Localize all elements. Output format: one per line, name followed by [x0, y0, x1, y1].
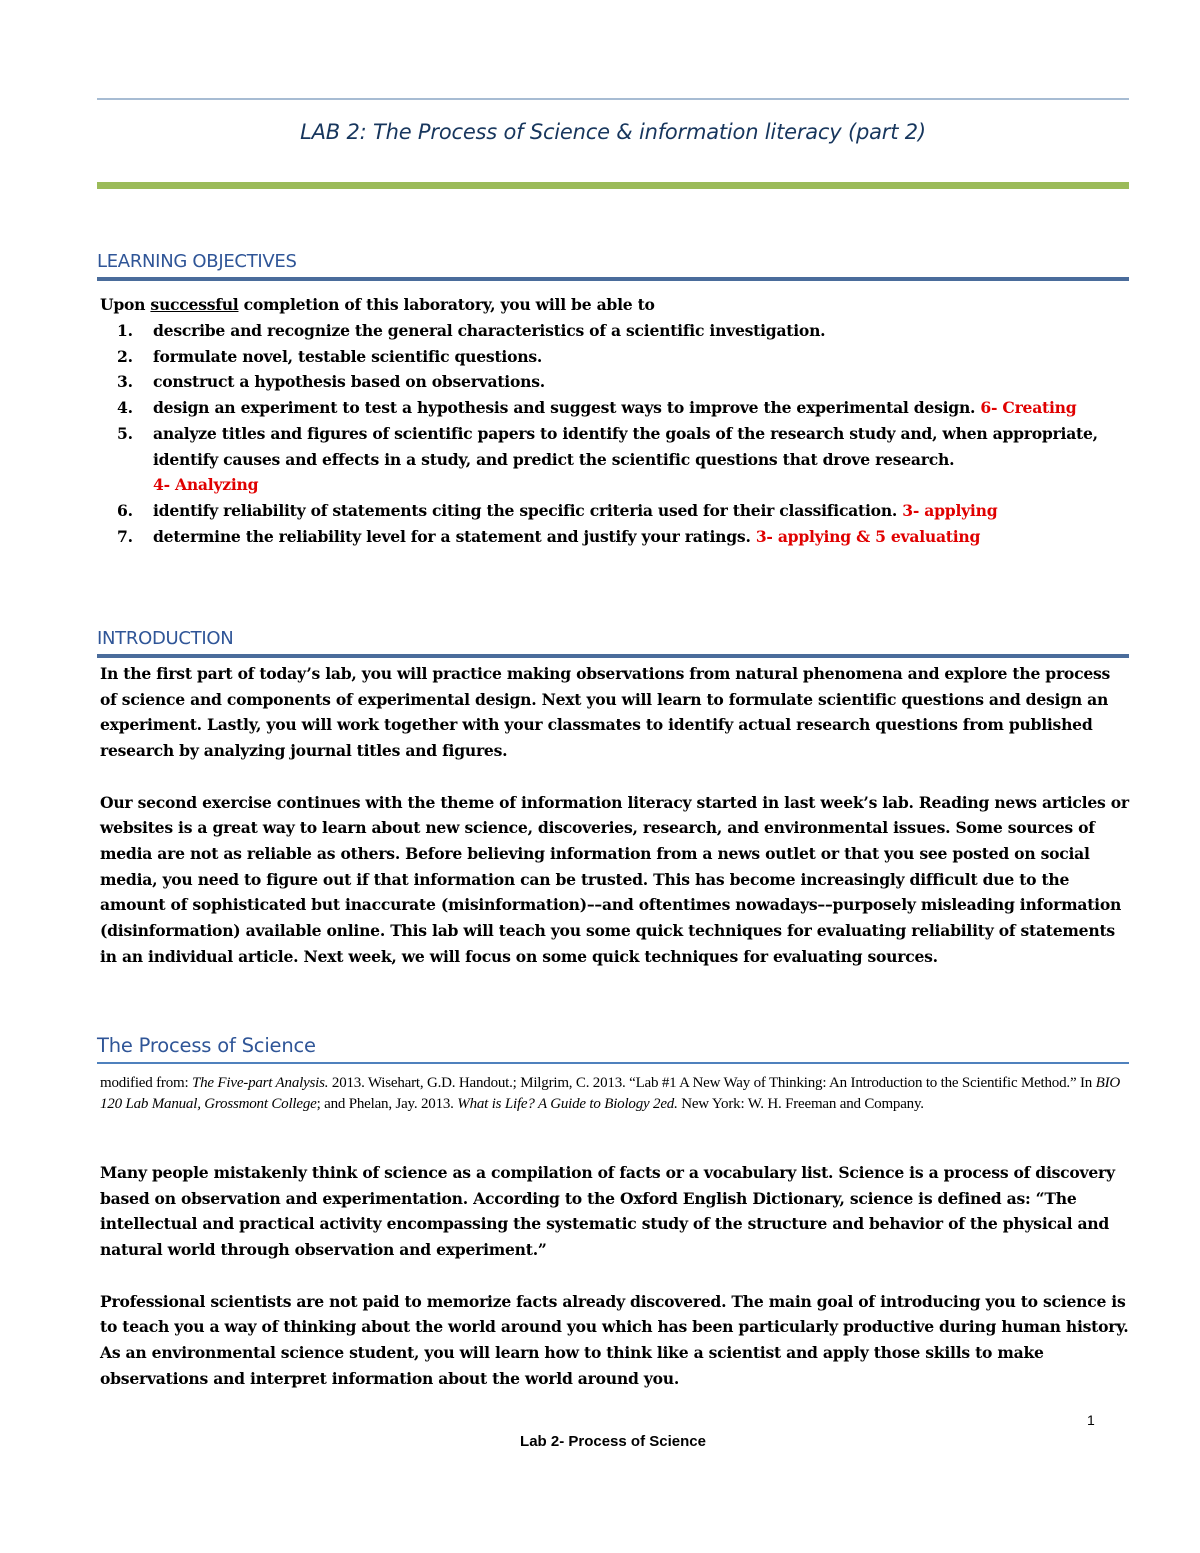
title-divider — [97, 182, 1129, 189]
page-footer: Lab 2- Process of Science — [520, 1433, 706, 1450]
citation: modified from: The Five-part Analysis. 2013. Wisehart, G.D. Handout.; Milgrim, C. 2013. “Lab #1 A New Way of Thinking: An Introduction to the Scientific Method.” In BIO 120 Lab Manual, Grossmont College; and Phelan, Jay. 2013. What is Life? A Guide to Biology 2ed. New York: W. H. Freeman and Company. — [100, 1075, 1121, 1112]
objectives-list — [100, 318, 1130, 549]
bloom-level: 3- applying & 5 evaluating — [755, 526, 981, 546]
page-number: 1 — [1087, 1412, 1095, 1428]
paragraph: In the first part of today’s lab, you will practice making observations from natural phenomena and explore the process of science and components of experimental design. Next you will learn to formulate scientific questions and design an experiment. Lastly, you will work together with your classmates to identify actual research questions from published research by analyzing journal titles and figures. — [100, 664, 1111, 761]
objective-item: 6. identify reliability of statements citing the specific criteria used for their classification. 3- applying — [117, 500, 998, 520]
learning-objectives-heading: LEARNING OBJECTIVES — [97, 251, 1129, 281]
document-title: LAB 2: The Process of Science & information literacy (part 2) — [300, 120, 926, 144]
header-rule — [97, 98, 1129, 100]
introduction-body — [100, 661, 1130, 969]
paragraph: Our second exercise continues with the theme of information literacy started in last week’s lab. Reading news articles or websites is a great way to learn about new science, discoveries, research, and environmental issues. Some sources of media are not as reliable as others. Before believing information from a news outlet or that you see posted on social media, you need to figure out if that information can be trusted. This has become increasingly difficult due to the amount of sophisticated but inaccurate (misinformation)––and oftentimes nowadays––purposely misleading information (disinformation) available online. This lab will teach you some quick techniques for evaluating reliability of statements in an individual article. Next week, we will focus on some quick techniques for evaluating sources. — [100, 792, 1129, 966]
process-of-science-heading: The Process of Science — [97, 1035, 1129, 1064]
objective-item: 1. describe and recognize the general characteristics of a scientific investigation. — [117, 321, 826, 340]
bloom-level: 6- Creating — [980, 398, 1077, 418]
paragraph: Many people mistakenly think of science as a compilation of facts or a vocabulary list. Science is a process of discovery based on observation and experimentation. According to the Oxford English Dictionary, science is defined as: “The intellectual and practical activity encompassing the systematic study of the structure and behavior of the physical and natural world through observation and experiment.” — [100, 1163, 1115, 1260]
underlined-word: successful — [150, 295, 239, 314]
objective-item: 2. formulate novel, testable scientific questions. — [117, 346, 543, 366]
bloom-level: 4- Analyzing — [153, 475, 259, 495]
objective-item: 3. construct a hypothesis based on observations. — [117, 372, 545, 392]
bloom-level: 3- applying — [902, 500, 998, 520]
paragraph: Professional scientists are not paid to memorize facts already discovered. The main goal of introducing you to science is to teach you a way of thinking about the world around you which has been particularly productive during human history. As an environmental science student, you will learn how to think like a scientist and apply those skills to make observations and interpret information about the world around you. — [100, 1291, 1129, 1388]
objectives-intro: Upon successful completion of this laboratory, you will be able to — [100, 295, 655, 314]
objective-item: 7. determine the reliability level for a statement and justify your ratings. 3- applying & 5 evaluating — [117, 526, 981, 546]
process-of-science-body — [100, 1160, 1130, 1391]
objective-item: 4. design an experiment to test a hypothesis and suggest ways to improve the experimental design. 6- Creating — [117, 398, 1077, 418]
objective-item: 5. analyze titles and figures of scientific papers to identify the goals of the research study and, when appropriate, identify causes and effects in a study, and predict the scientific questions that drove research. 4- Analyzing — [117, 423, 1098, 495]
introduction-heading: INTRODUCTION — [97, 628, 1129, 658]
